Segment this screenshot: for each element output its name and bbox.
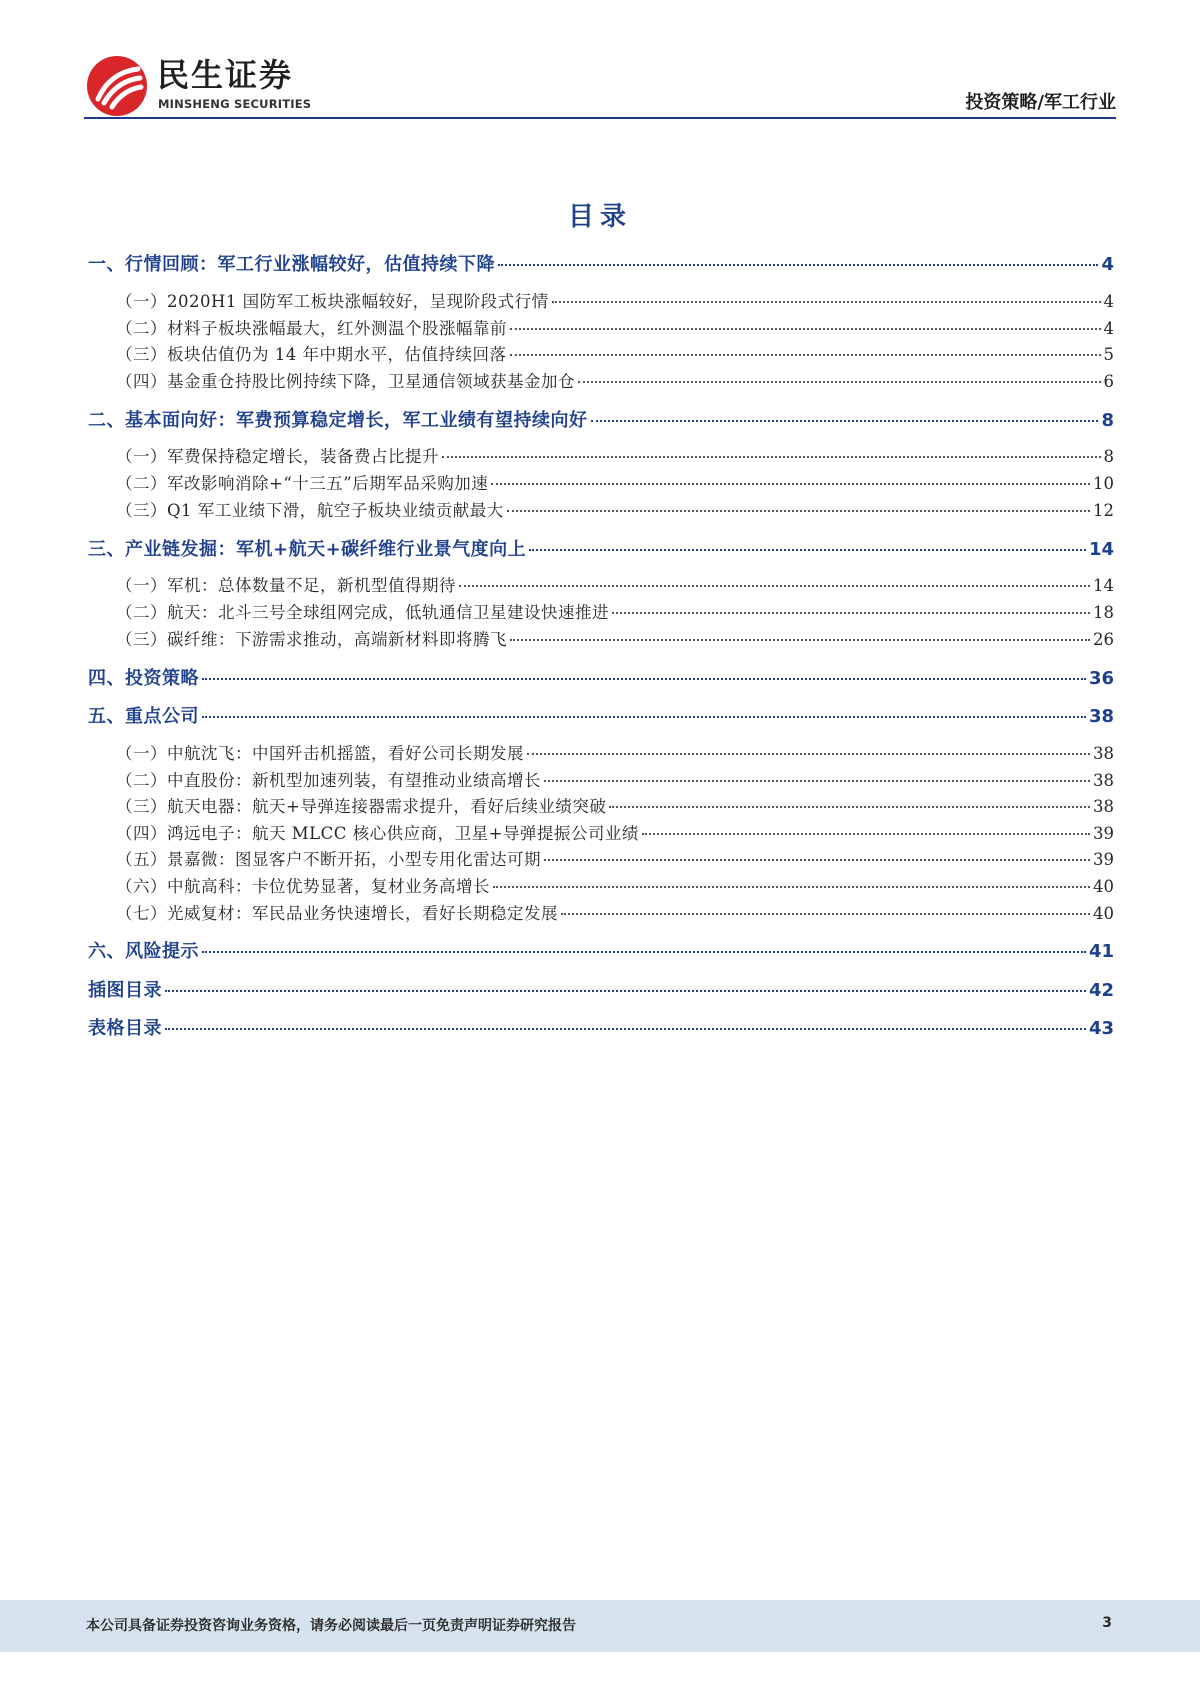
toc-entry-page: 38: [1088, 706, 1114, 727]
toc-entry-page: 4: [1103, 292, 1114, 311]
toc-entry-label: （七）光威复材：军民品业务快速增长，看好长期稳定发展: [116, 904, 558, 923]
toc-entry-page: 40: [1093, 877, 1114, 896]
toc-dot-leader: [510, 639, 1090, 641]
toc-entry-page: 4: [1103, 319, 1114, 338]
toc-dot-leader: [165, 990, 1086, 992]
toc-entry-label: （三）Q1 军工业绩下滑，航空子板块业绩贡献最大: [116, 501, 504, 520]
toc-dot-leader: [202, 678, 1086, 680]
page-number: 3: [1102, 1615, 1112, 1631]
toc-dot-leader: [510, 354, 1101, 356]
toc-dot-leader: [442, 456, 1101, 458]
toc-subsection-entry[interactable]: [116, 873, 1114, 897]
toc-subsection-entry[interactable]: [116, 315, 1114, 339]
toc-entry-label: 四、投资策略: [88, 668, 199, 689]
toc-subsection-entry[interactable]: [116, 900, 1114, 924]
toc-dot-leader: [544, 780, 1090, 782]
toc-entry-page: 38: [1093, 771, 1114, 790]
page-title: 目录: [567, 202, 632, 232]
toc-entry-label: （一）2020H1 国防军工板块涨幅较好，呈现阶段式行情: [116, 292, 549, 311]
toc-entry-page: 39: [1093, 824, 1114, 843]
page-header: [86, 52, 1116, 118]
toc-dot-leader: [459, 585, 1090, 587]
toc-entry-label: （四）基金重仓持股比例持续下降，卫星通信领域获基金加仓: [116, 372, 575, 391]
toc-subsection-entry[interactable]: [116, 288, 1114, 312]
toc-subsection-entry[interactable]: [116, 599, 1114, 623]
toc-entry-page: 4: [1101, 254, 1114, 275]
toc-entry-page: 41: [1088, 941, 1114, 962]
toc-entry-label: （四）鸿远电子：航天 MLCC 核心供应商，卫星+导弹提振公司业绩: [116, 824, 639, 843]
toc-entry-label: （五）景嘉微：图显客户不断开拓，小型专用化雷达可期: [116, 850, 541, 869]
toc-dot-leader: [491, 483, 1090, 485]
toc-dot-leader: [165, 1028, 1086, 1030]
toc-entry-page: 39: [1093, 850, 1114, 869]
toc-entry-page: 40: [1093, 904, 1114, 923]
toc-entry-page: 10: [1093, 474, 1114, 493]
toc-subsection-entry[interactable]: [116, 497, 1114, 521]
toc-subsection-entry[interactable]: [116, 767, 1114, 791]
toc-entry-page: 5: [1103, 345, 1114, 364]
footer-disclaimer: 本公司具备证券投资咨询业务资格，请务必阅读最后一页免责声明证券研究报告: [86, 1618, 576, 1634]
brand-name-en: MINSHENG SECURITIES: [158, 97, 312, 111]
toc-entry-page: 14: [1093, 576, 1114, 595]
toc-dot-leader: [544, 859, 1090, 861]
toc-entry-page: 8: [1103, 447, 1114, 466]
toc-dot-leader: [552, 301, 1101, 303]
toc-dot-leader: [498, 264, 1098, 266]
toc-dot-leader: [202, 951, 1086, 953]
toc-dot-leader: [529, 549, 1086, 551]
toc-entry-label: （二）航天：北斗三号全球组网完成，低轨通信卫星建设快速推进: [116, 603, 609, 622]
toc-subsection-entry[interactable]: [116, 820, 1114, 844]
toc-entry-label: （一）军机：总体数量不足，新机型值得期待: [116, 576, 456, 595]
toc-section-entry[interactable]: [88, 937, 1114, 963]
toc-dot-leader: [527, 753, 1090, 755]
toc-dot-leader: [510, 328, 1101, 330]
toc-entry-page: 18: [1093, 603, 1114, 622]
toc-entry-page: 38: [1093, 744, 1114, 763]
report-category: 投资策略/军工行业: [965, 92, 1116, 113]
toc-subsection-entry[interactable]: [116, 443, 1114, 467]
toc-entry-label: （三）板块估值仍为 14 年中期水平，估值持续回落: [116, 345, 507, 364]
toc-subsection-entry[interactable]: [116, 740, 1114, 764]
toc-entry-label: （二）中直股份：新机型加速列装，有望推动业绩高增长: [116, 771, 541, 790]
toc-dot-leader: [612, 612, 1090, 614]
toc-entry-page: 36: [1088, 668, 1114, 689]
toc-entry-label: 二、基本面向好：军费预算稳定增长，军工业绩有望持续向好: [88, 410, 588, 431]
toc-subsection-entry[interactable]: [116, 470, 1114, 494]
toc-dot-leader: [493, 886, 1090, 888]
toc-section-entry[interactable]: [88, 406, 1114, 432]
toc-entry-label: 一、行情回顾：军工行业涨幅较好，估值持续下降: [88, 254, 495, 275]
toc-entry-label: （二）军改影响消除+“十三五”后期军品采购加速: [116, 474, 489, 493]
toc-subsection-entry[interactable]: [116, 846, 1114, 870]
header-divider: [84, 117, 1116, 119]
toc-entry-label: （三）航天电器：航天+导弹连接器需求提升，看好后续业绩突破: [116, 797, 607, 816]
toc-entry-label: （二）材料子板块涨幅最大，红外测温个股涨幅靠前: [116, 319, 507, 338]
toc-subsection-entry[interactable]: [116, 368, 1114, 392]
toc-entry-label: （一）中航沈飞：中国歼击机摇篮，看好公司长期发展: [116, 744, 524, 763]
toc-entry-label: 六、风险提示: [88, 941, 199, 962]
toc-dot-leader: [578, 381, 1101, 383]
toc-entry-label: 表格目录: [88, 1018, 162, 1039]
toc-entry-page: 8: [1101, 410, 1114, 431]
toc-entry-page: 12: [1093, 501, 1114, 520]
toc-entry-page: 43: [1088, 1018, 1114, 1039]
toc-entry-label: 五、重点公司: [88, 706, 199, 727]
toc-entry-page: 42: [1088, 980, 1114, 1001]
minsheng-logo-icon: [86, 55, 148, 117]
toc-subsection-entry[interactable]: [116, 793, 1114, 817]
toc-entry-label: （六）中航高科：卡位优势显著，复材业务高增长: [116, 877, 490, 896]
toc-entry-page: 6: [1103, 372, 1114, 391]
toc-subsection-entry[interactable]: [116, 626, 1114, 650]
toc-dot-leader: [642, 833, 1090, 835]
toc-section-entry[interactable]: [88, 1014, 1114, 1040]
toc-subsection-entry[interactable]: [116, 572, 1114, 596]
toc-dot-leader: [507, 510, 1090, 512]
toc-section-entry[interactable]: [88, 250, 1114, 276]
toc-entry-page: 26: [1093, 630, 1114, 649]
toc-dot-leader: [561, 913, 1090, 915]
toc-dot-leader: [202, 716, 1086, 718]
toc-section-entry[interactable]: [88, 535, 1114, 561]
toc-entry-label: 插图目录: [88, 980, 162, 1001]
toc-dot-leader: [609, 806, 1090, 808]
toc-section-entry[interactable]: [88, 702, 1114, 728]
page-footer: [0, 1600, 1200, 1652]
toc-entry-label: 三、产业链发掘：军机+航天+碳纤维行业景气度向上: [88, 539, 527, 560]
toc-entry-label: （一）军费保持稳定增长，装备费占比提升: [116, 447, 439, 466]
toc-section-entry[interactable]: [88, 664, 1114, 690]
toc-section-entry[interactable]: [88, 976, 1114, 1002]
toc-subsection-entry[interactable]: [116, 341, 1114, 365]
brand-name-cn: 民生证券: [157, 56, 294, 94]
toc-entry-page: 38: [1093, 797, 1114, 816]
toc-dot-leader: [591, 420, 1099, 422]
toc-entry-label: （三）碳纤维：下游需求推动，高端新材料即将腾飞: [116, 630, 507, 649]
toc-entry-page: 14: [1088, 539, 1114, 560]
